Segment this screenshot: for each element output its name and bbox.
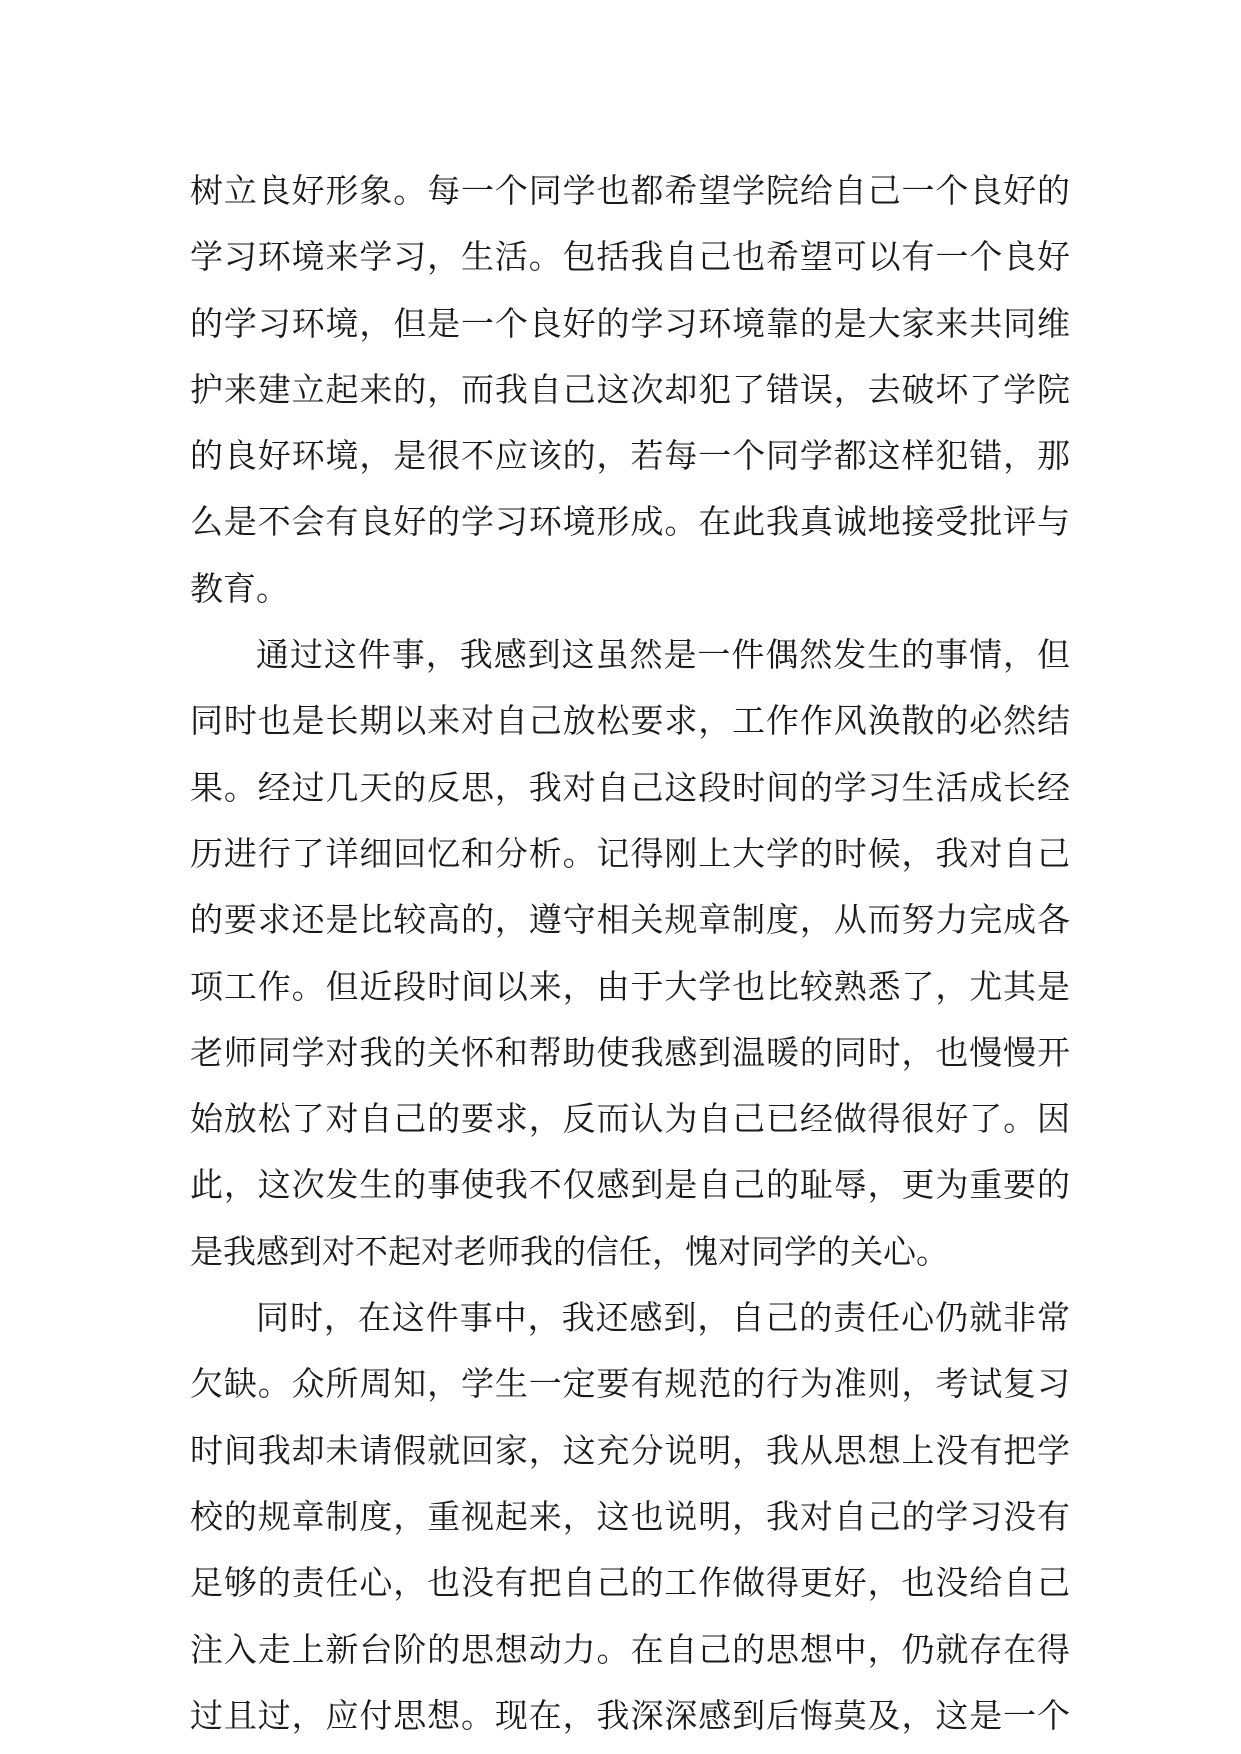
text-line: 项工作。但近段时间以来，由于大学也比较熟悉了，尤其是 xyxy=(190,966,1070,1006)
text-line: 过且过，应付思想。现在，我深深感到后悔莫及，这是一个 xyxy=(190,1695,1070,1735)
text-line: 护来建立起来的，而我自己这次却犯了错误，去破坏了学院 xyxy=(190,369,1070,409)
text-line: 的要求还是比较高的，遵守相关规章制度，从而努力完成各 xyxy=(190,900,1070,940)
text-line: 注入走上新台阶的思想动力。在自己的思想中，仍就存在得 xyxy=(190,1629,1070,1669)
text-line: 同时，在这件事中，我还感到，自己的责任心仍就非常 xyxy=(256,1298,1070,1338)
text-line: 教育。 xyxy=(190,568,289,608)
text-line: 么是不会有良好的学习环境形成。在此我真诚地接受批评与 xyxy=(190,502,1070,542)
text-line: 树立良好形象。每一个同学也都希望学院给自己一个良好的 xyxy=(190,171,1070,210)
text-line: 此，这次发生的事使我不仅感到是自己的耻辱，更为重要的 xyxy=(190,1165,1070,1205)
text-line: 校的规章制度，重视起来，这也说明，我对自己的学习没有 xyxy=(190,1496,1070,1536)
text-line: 欠缺。众所周知，学生一定要有规范的行为准则，考试复习 xyxy=(190,1364,1070,1404)
text-line: 的良好环境，是很不应该的，若每一个同学都这样犯错，那 xyxy=(190,436,1070,476)
text-line: 果。经过几天的反思，我对自己这段时间的学习生活成长经 xyxy=(190,767,1070,807)
text-line: 时间我却未请假就回家，这充分说明，我从思想上没有把学 xyxy=(190,1430,1070,1470)
text-line: 老师同学对我的关怀和帮助使我感到温暖的同时，也慢慢开 xyxy=(190,1032,1070,1072)
text-line: 通过这件事，我感到这虽然是一件偶然发生的事情，但 xyxy=(256,635,1070,675)
body-text xyxy=(190,158,1070,1749)
text-line: 历进行了详细回忆和分析。记得刚上大学的时候，我对自己 xyxy=(190,833,1070,873)
text-line: 始放松了对自己的要求，反而认为自己已经做得很好了。因 xyxy=(190,1099,1070,1139)
text-line: 学习环境来学习，生活。包括我自己也希望可以有一个良好 xyxy=(190,237,1070,277)
text-line: 足够的责任心，也没有把自己的工作做得更好，也没给自己 xyxy=(190,1563,1070,1603)
text-line: 是我感到对不起对老师我的信任，愧对同学的关心。 xyxy=(190,1231,949,1271)
text-line: 的学习环境，但是一个良好的学习环境靠的是大家来共同维 xyxy=(190,303,1070,343)
text-line: 同时也是长期以来对自己放松要求，工作作风涣散的必然结 xyxy=(190,701,1070,741)
